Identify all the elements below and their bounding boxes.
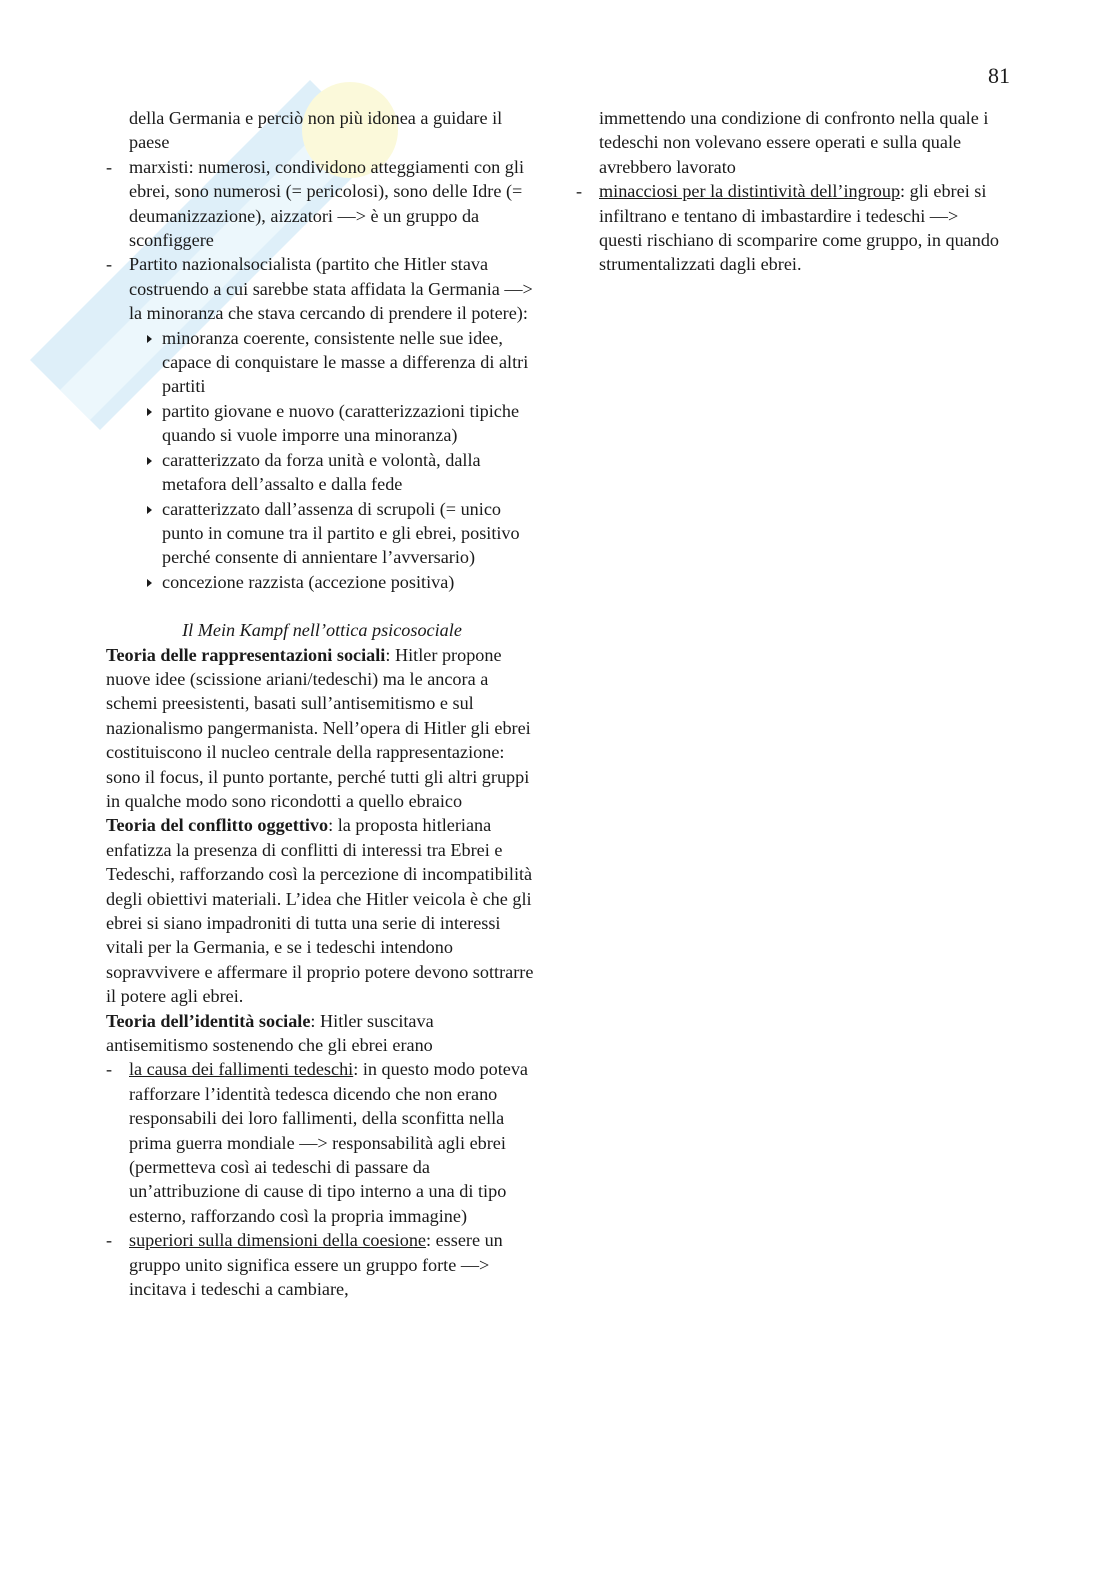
- page-number: 81: [988, 63, 1010, 88]
- list-item: [106, 1228, 538, 1301]
- right-points-list: [576, 179, 1006, 277]
- list-item-text: Partito nazionalsocialista (partito che Hitler stava costruendo a cui sarebbe stata affidata la Germania —> la minoranza che stava cercando di prendere il potere):: [129, 254, 533, 324]
- underlined-term: la causa dei fallimenti tedeschi: [129, 1059, 354, 1080]
- triangle-bullet-icon: [147, 506, 152, 514]
- theory-text: : Hitler suscitava antisemitismo sostenendo che gli ebrei erano: [106, 1010, 434, 1056]
- section-title: Il Mein Kampf nell’ottica psicosociale: [182, 620, 462, 641]
- left-column: [106, 106, 538, 1302]
- sub-list-item-text: minoranza coerente, consistente nelle sue idee, capace di conquistare le masse a differenza di altri partiti: [162, 327, 529, 397]
- identity-points-list: [106, 1057, 538, 1301]
- group-list: [106, 155, 538, 594]
- right-column: [576, 106, 1006, 277]
- sub-list-item-text: concezione razzista (accezione positiva): [162, 571, 455, 592]
- sub-list-item-text: caratterizzato da forza unità e volontà, dalla metafora dell’assalto e dalla fede: [162, 449, 481, 495]
- list-item: [576, 179, 1006, 277]
- list-item-partito: [106, 252, 538, 594]
- triangle-bullet-icon: [147, 408, 152, 416]
- sub-list-item: [145, 326, 538, 399]
- theory-name: Teoria del conflitto oggettivo: [106, 815, 329, 836]
- list-item-text: marxisti: numerosi, condividono atteggiamenti con gli ebrei, sono numerosi (= pericolosi), sono delle Idre (= deumanizzazione), aizzatori —> è un gruppo da sconfiggere: [129, 156, 525, 251]
- list-item-marxisti: [106, 155, 538, 253]
- triangle-bullet-icon: [147, 579, 152, 587]
- theory-name: Teoria dell’identità sociale: [106, 1010, 311, 1031]
- theory-paragraph: [106, 643, 538, 814]
- sub-list-item: [145, 448, 538, 497]
- list-item: [106, 1057, 538, 1228]
- intro-continuation: della Germania e perciò non più idonea a guidare il paese: [129, 108, 503, 153]
- theory-paragraph: [106, 813, 538, 1008]
- theory-text: : la proposta hitleriana enfatizza la presenza di conflitti di interessi tra Ebrei e Tedeschi, rafforzando così la percezione di incompatibilità degli obiettivi materiali. L’idea che Hitler veicola è che gli ebrei si siano impadroniti di tutta una serie di interessi vitali per la Germania, e se i tedeschi intendono sopravvivere e affermare il proprio potere devono sottrarre il potere agli ebrei.: [106, 815, 534, 1007]
- list-item-text: : in questo modo poteva rafforzare l’identità tedesca dicendo che non erano responsabili dei loro fallimenti, della sconfitta nella prima guerra mondiale —> responsabilità agli ebrei (permetteva così ai tedeschi di passare da un’attribuzione di cause di tipo interno a una di tipo esterno, rafforzando così la propria immagine): [129, 1059, 528, 1226]
- underlined-term: superiori sulla dimensioni della coesione: [129, 1230, 426, 1251]
- list-item-text: : essere un gruppo unito significa essere un gruppo forte —> incitava i tedeschi a cambiare,: [129, 1230, 503, 1300]
- theory-name: Teoria delle rappresentazioni sociali: [106, 644, 386, 665]
- triangle-bullet-icon: [147, 335, 152, 343]
- theory-paragraph: [106, 1009, 538, 1058]
- right-continuation: immettendo una condizione di confronto nella quale i tedeschi non volevano essere operati e sulla quale avrebbero lavorato: [599, 108, 989, 177]
- sub-list-item-text: caratterizzato dall’assenza di scrupoli (= unico punto in comune tra il partito e gli ebrei, positivo perché consente di annientare l’avversario): [162, 498, 520, 568]
- underlined-term: minacciosi per la distintività dell’ingroup: [599, 181, 901, 202]
- sub-list-item: [145, 399, 538, 448]
- list-item-text: : gli ebrei si infiltrano e tentano di imbastardire i tedeschi —> questi rischiano di scomparire come gruppo, in quando strumentalizzati dagli ebrei.: [599, 181, 1000, 275]
- sub-list-item: [145, 497, 538, 570]
- sub-list-item: [145, 570, 538, 594]
- party-traits-list: [145, 326, 538, 594]
- sub-list-item-text: partito giovane e nuovo (caratterizzazioni tipiche quando si vuole imporre una minoranza): [162, 400, 520, 446]
- theory-text: : Hitler propone nuove idee (scissione ariani/tedeschi) ma le ancora a schemi preesistenti, basati sull’antisemitismo e sul nazionalismo pangermanista. Nell’opera di Hitler gli ebrei costituiscono il nucleo centrale della rappresentazione: sono il focus, il punto portante, perché tutti gli altri gruppi in qualche modo sono ricondotti a quello ebraico: [106, 644, 531, 811]
- triangle-bullet-icon: [147, 457, 152, 465]
